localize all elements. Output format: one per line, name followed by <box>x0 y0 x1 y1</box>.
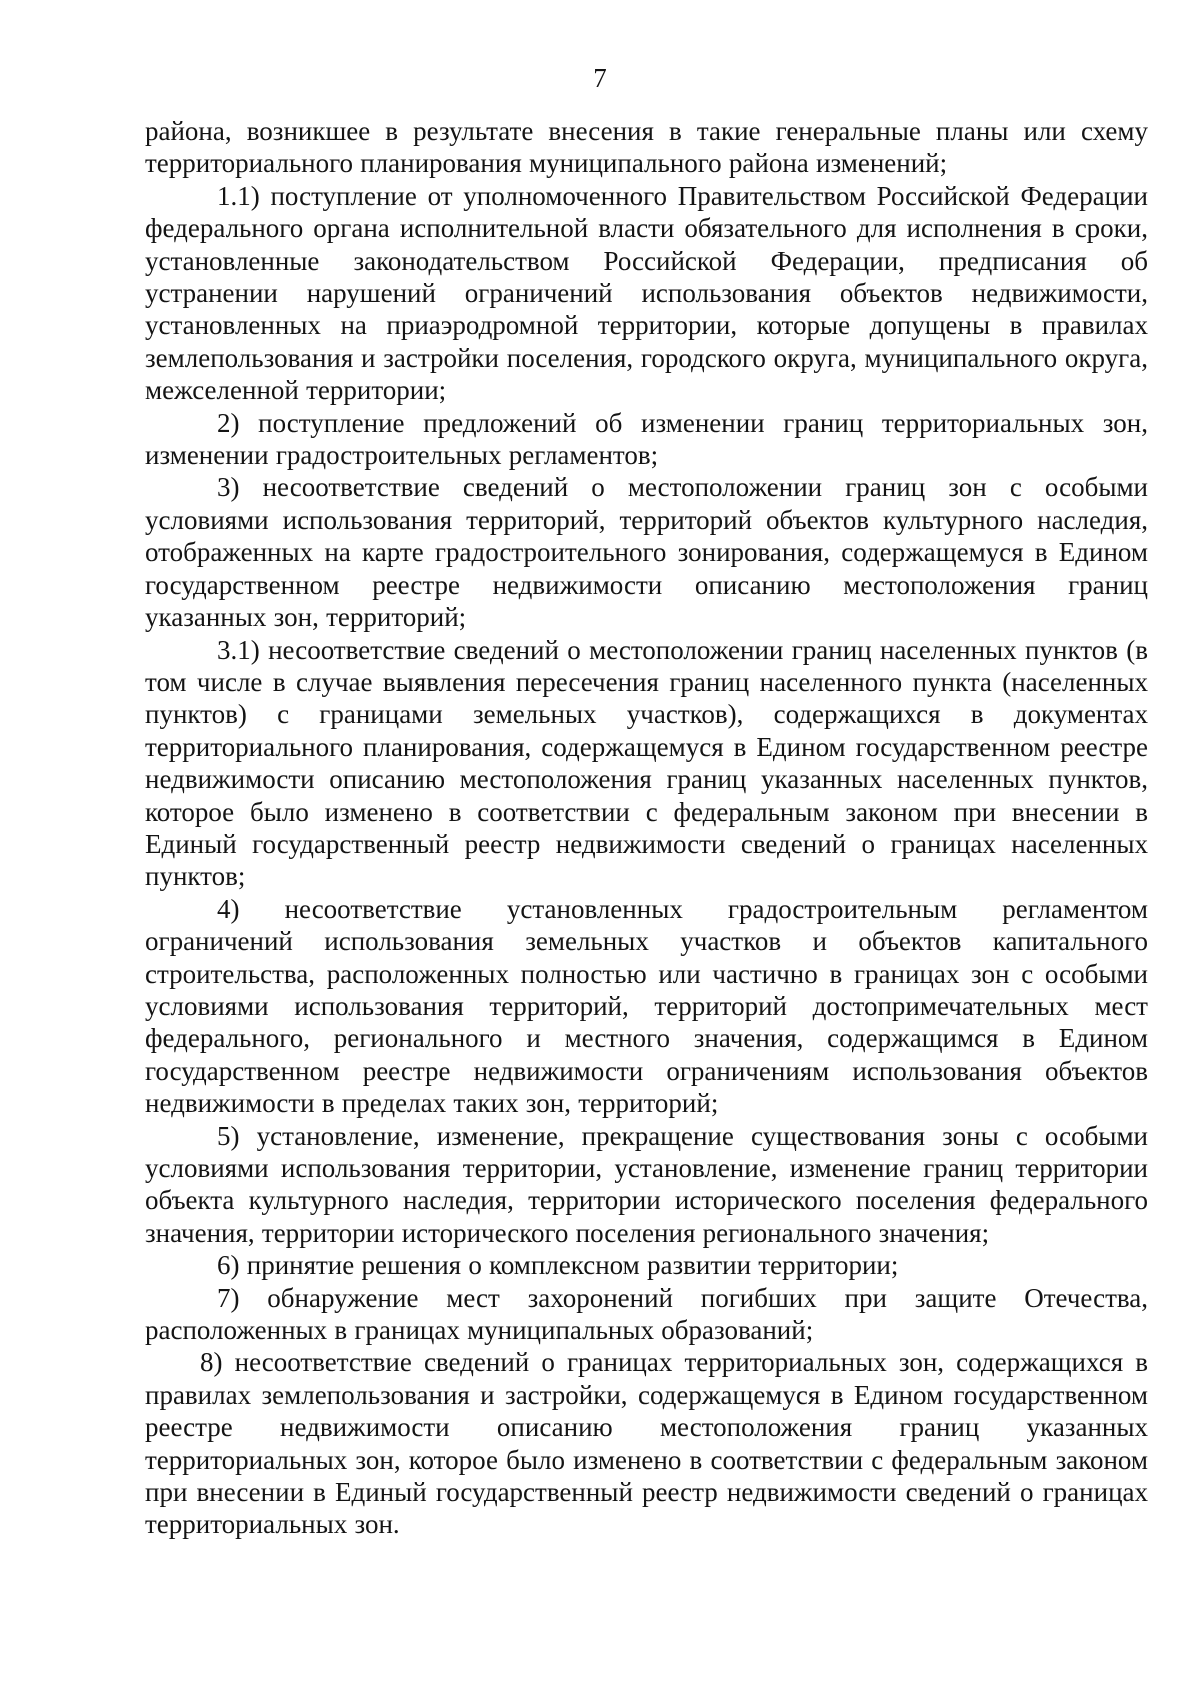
document-body <box>145 115 1148 1541</box>
paragraph-item-7: 7) обнаружение мест захоронений погибших при защите Отечества, расположенных в границах муниципальных образований; <box>145 1282 1148 1346</box>
paragraph-item-8: 8) несоответствие сведений о границах территориальных зон, содержащихся в правилах землепользования и застройки, содержащемуся в Едином государственном реестре недвижимости описанию местоположения границ указанных территориальных зон, которое было изменено в соответствии с федеральным законом при внесении в Единый государственный реестр недвижимости сведений о границах территориальных зон. <box>145 1347 1148 1540</box>
paragraph-item-2: 2) поступление предложений об изменении границ территориальных зон, изменении градостроительных регламентов; <box>145 407 1148 471</box>
paragraph-item-3: 3) несоответствие сведений о местоположении границ зон с особыми условиями использования территорий, территорий объектов культурного наследия, отображенных на карте градостроительного зонирования, содержащемуся в Едином государственном реестре недвижимости описанию местоположения границ указанных зон, территорий; <box>145 472 1148 633</box>
paragraph-item-1-1: 1.1) поступление от уполномоченного Правительством Российской Федерации федерального органа исполнительной власти обязательного для исполнения в сроки, установленные законодательством Российской Федерации, предписания об устранении нарушений ограничений использования объектов недвижимости, установленных на приаэродромной территории, которые допущены в правилах землепользования и застройки поселения, городского округа, муниципального округа, межселенной территории; <box>145 180 1148 406</box>
paragraph-continuation: района, возникшее в результате внесения в такие генеральные планы или схему территориального планирования муниципального района изменений; <box>145 116 1148 179</box>
paragraph-item-3-1: 3.1) несоответствие сведений о местоположении границ населенных пунктов (в том числе в случае выявления пересечения границ населенного пункта (населенных пунктов) с границами земельных участков), содержащихся в документах территориального планирования, содержащемуся в Едином государственном реестре недвижимости описанию местоположения границ указанных населенных пунктов, которое было изменено в соответствии с федеральным законом при внесении в Единый государственный реестр недвижимости сведений о границах населенных пунктов; <box>145 634 1148 892</box>
page-number: 7 <box>593 63 607 93</box>
paragraph-item-5: 5) установление, изменение, прекращение существования зоны с особыми условиями использования территории, установление, изменение границ территории объекта культурного наследия, территории исторического поселения федерального значения, территории исторического поселения регионального значения; <box>145 1120 1148 1248</box>
paragraph-item-6: 6) принятие решения о комплексном развитии территории; <box>217 1250 899 1281</box>
paragraph-item-4: 4) несоответствие установленных градостроительным регламентом ограничений использования земельных участков и объектов капитального строительства, расположенных полностью или частично в границах зон с особыми условиями использования территорий, территорий достопримечательных мест федерального, регионального и местного значения, содержащимся в Едином государственном реестре недвижимости ограничениям использования объектов недвижимости в пределах таких зон, территорий; <box>145 893 1148 1119</box>
